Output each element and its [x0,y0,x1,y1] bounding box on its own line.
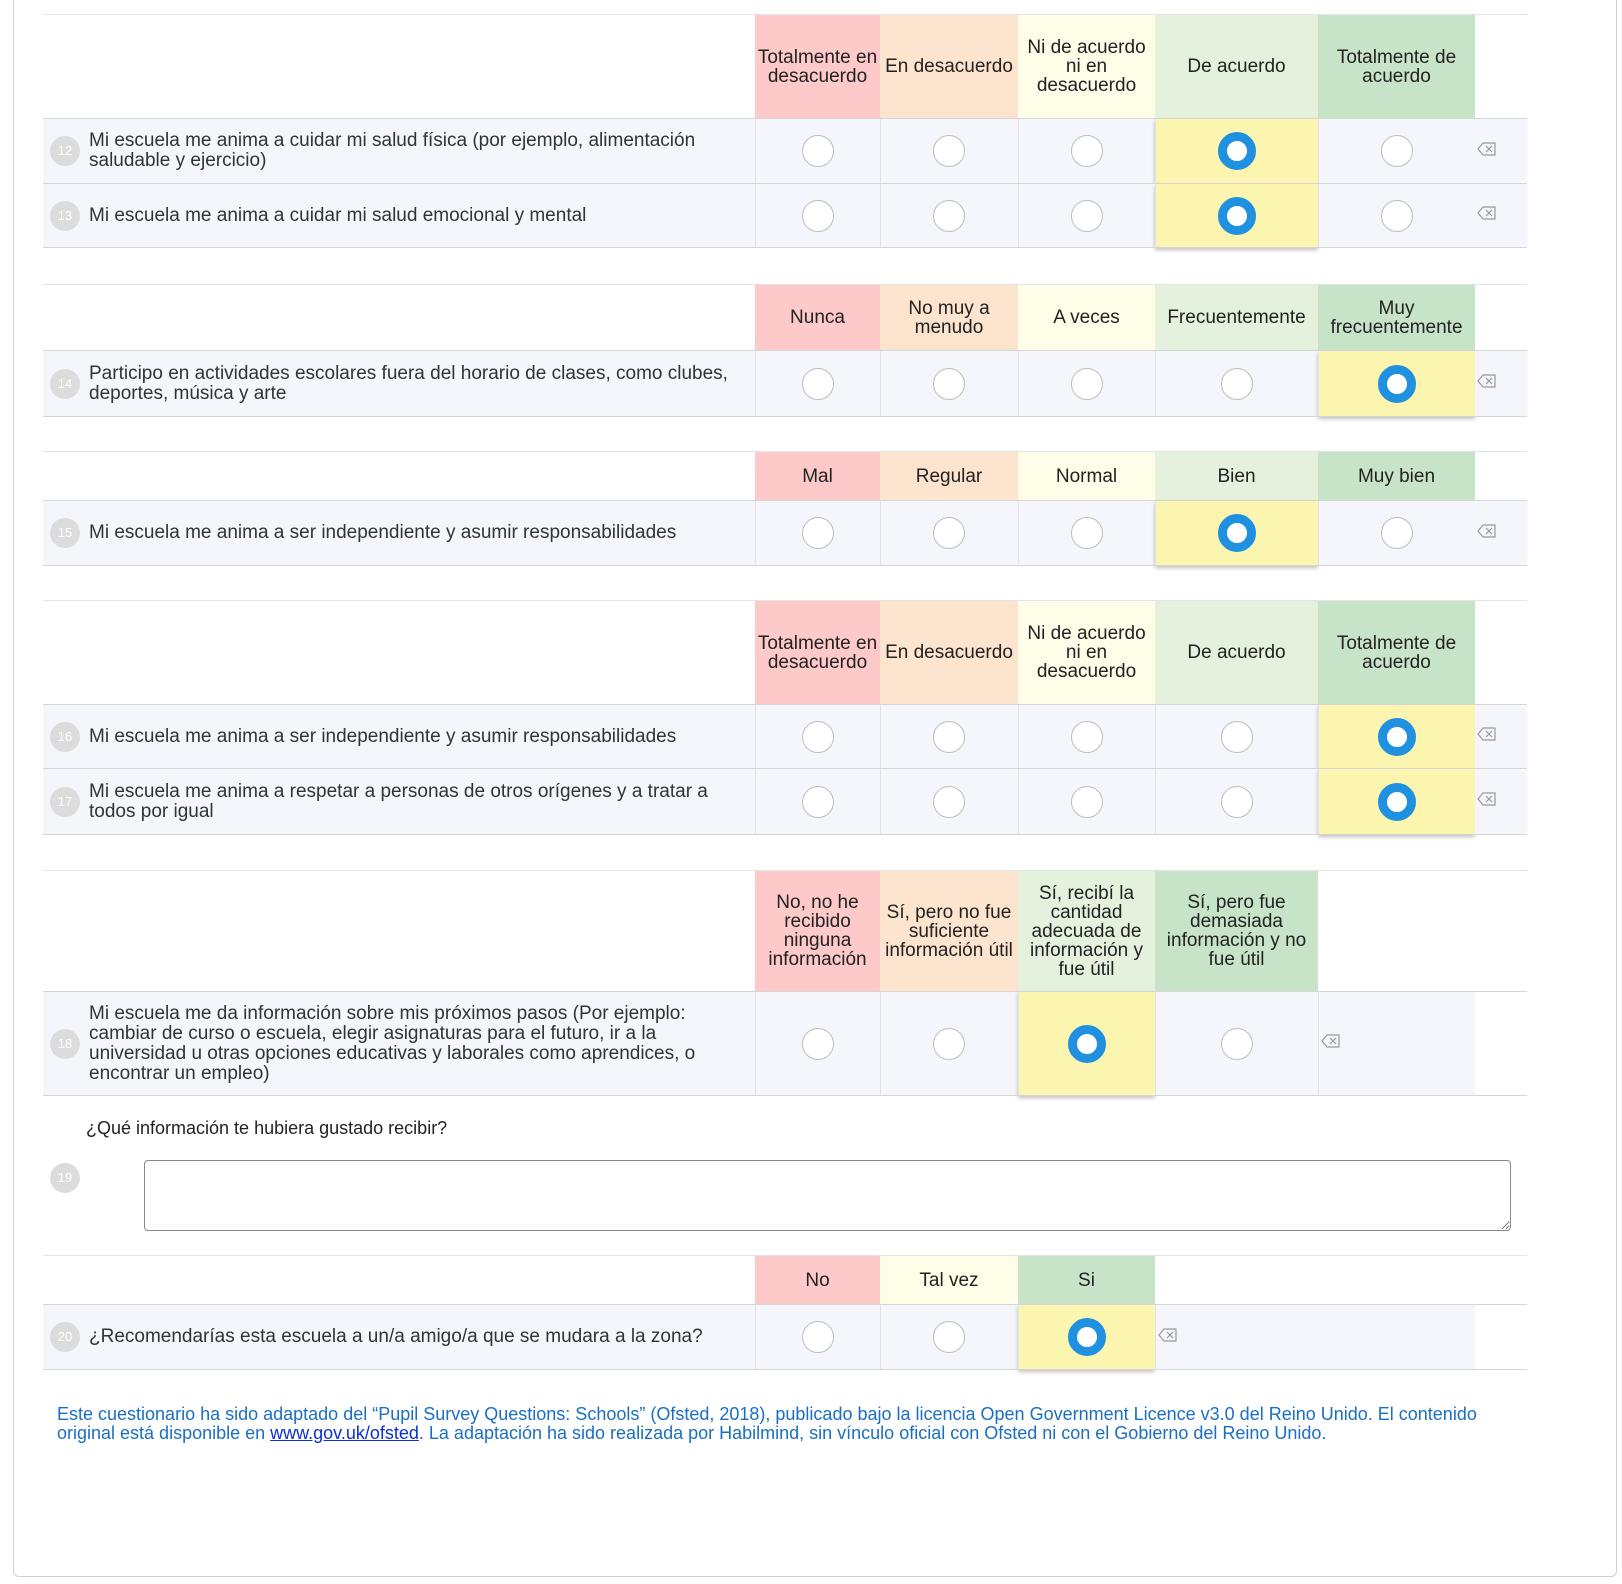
scale-option-label: Muy bien [1318,452,1475,501]
selected-option-cell[interactable] [1318,705,1475,769]
question-row-16 [43,705,1527,769]
scale-option-label: No muy a menudo [880,285,1018,351]
radio-option[interactable] [802,200,834,232]
clear-answer-icon[interactable] [1477,522,1497,544]
scale-option-label: Ni de acuerdo ni en desacuerdo [1018,15,1155,119]
radio-option[interactable] [933,368,965,400]
attribution-footer [57,1405,1527,1443]
radio-option[interactable] [1071,721,1103,753]
radio-option[interactable] [1071,786,1103,818]
scale-option-label: No, no he recibido ninguna información [755,871,880,992]
selected-option-cell[interactable] [1018,992,1155,1096]
question-text: Mi escuela me anima a ser independiente y asumir responsabilidades [89,725,677,747]
radio-option[interactable] [933,200,965,232]
question-text: ¿Recomendarías esta escuela a un/a amigo/a que se mudara a la zona? [89,1326,703,1347]
scale-header [43,871,1527,992]
scale-option-label: Regular [880,452,1018,501]
scale-header [43,601,1527,705]
question-number: 16 [50,722,80,752]
question-row-20 [43,1305,1527,1370]
scale-option-label: Totalmente en desacuerdo [755,15,880,119]
radio-option-selected[interactable] [1378,365,1416,403]
radio-option[interactable] [802,1028,834,1060]
clear-answer-icon[interactable] [1477,372,1497,394]
radio-option[interactable] [1221,368,1253,400]
clear-answer-icon[interactable] [1158,1326,1178,1348]
question-number: 17 [50,787,80,817]
radio-option[interactable] [933,1321,965,1353]
radio-option[interactable] [802,786,834,818]
radio-option[interactable] [1221,1028,1253,1060]
scale-option-label: No [755,1256,880,1305]
radio-option[interactable] [1071,368,1103,400]
scale-option-label: Nunca [755,285,880,351]
scale-option-label: Mal [755,452,880,501]
radio-option-selected[interactable] [1218,514,1256,552]
scale-option-label: Tal vez [880,1256,1018,1305]
clear-answer-icon[interactable] [1477,140,1497,162]
radio-option[interactable] [933,517,965,549]
matrix-agreement-2 [43,600,1527,835]
question-text: Mi escuela me da información sobre mis próximos pasos (Por ejemplo: cambiar de curso o escuela, elegir asignaturas para el futuro, ir a la universidad u otras opciones educativas y laborales como aprendices, o encontrar un empleo) [89,1002,696,1084]
question-row-15 [43,501,1527,566]
scale-option-label: Sí, pero no fue suficiente información útil [880,871,1018,992]
selected-option-cell[interactable] [1155,184,1318,248]
question-number: 20 [50,1322,80,1352]
scale-option-label: Normal [1018,452,1155,501]
open-answer-textarea[interactable] [144,1160,1511,1231]
ofsted-link[interactable]: www.gov.uk/ofsted [270,1423,419,1443]
radio-option-selected[interactable] [1218,132,1256,170]
radio-option[interactable] [933,721,965,753]
scale-option-label: Ni de acuerdo ni en desacuerdo [1018,601,1155,705]
question-number: 18 [50,1029,80,1059]
question-row-14 [43,351,1527,417]
radio-option-selected[interactable] [1218,197,1256,235]
radio-option[interactable] [1071,517,1103,549]
scale-option-label: En desacuerdo [880,15,1018,119]
radio-option-selected[interactable] [1068,1318,1106,1356]
radio-option[interactable] [802,368,834,400]
radio-option[interactable] [1071,135,1103,167]
clear-answer-icon[interactable] [1321,1032,1341,1054]
question-text: Participo en actividades escolares fuera del horario de clases, como clubes, deportes, música y arte [89,362,728,404]
footer-text: Este cuestionario ha sido adaptado del “Pupil Survey Questions: Schools” (Ofsted, 2018), publicado bajo la licencia Open Government Licence v3.0 del Reino Unido. El contenido original está disponible en [57,1404,1477,1443]
question-number: 19 [50,1163,80,1193]
scale-option-label: Totalmente de acuerdo [1318,15,1475,119]
question-text: Mi escuela me anima a cuidar mi salud emocional y mental [89,204,587,226]
scale-option-label: Si [1018,1256,1155,1305]
radio-option[interactable] [802,1321,834,1353]
matrix-recommend [43,1255,1527,1370]
header-blank [43,15,755,119]
radio-option[interactable] [1381,517,1413,549]
selected-option-cell[interactable] [1318,769,1475,835]
scale-header [43,15,1527,119]
question-number: 14 [50,369,80,399]
radio-option[interactable] [933,786,965,818]
radio-option[interactable] [933,1028,965,1060]
matrix-quality [43,451,1527,566]
question-row-13 [43,184,1527,248]
selected-option-cell[interactable] [1155,119,1318,184]
question-text: Mi escuela me anima a ser independiente y asumir responsabilidades [89,522,677,543]
scale-header [43,1256,1527,1305]
selected-option-cell[interactable] [1318,351,1475,417]
scale-option-label: Totalmente en desacuerdo [755,601,880,705]
radio-option[interactable] [1381,200,1413,232]
matrix-frequency [43,284,1527,417]
question-row-17 [43,769,1527,835]
radio-option[interactable] [1071,200,1103,232]
question-number: 12 [50,136,80,166]
question-number: 13 [50,201,80,231]
scale-header [43,285,1527,351]
footer-text-end: . La adaptación ha sido realizada por Habilmind, sin vínculo oficial con Ofsted ni con el Gobierno del Reino Unido. [418,1423,1327,1443]
scale-option-label: A veces [1018,285,1155,351]
scale-option-label: Sí, recibí la cantidad adecuada de información y fue útil [1018,871,1155,992]
scale-option-label: Muy frecuentemente [1318,285,1475,351]
question-text: Mi escuela me anima a cuidar mi salud física (por ejemplo, alimentación saludable y ejercicio) [89,130,696,171]
radio-option[interactable] [933,135,965,167]
radio-option-selected[interactable] [1378,783,1416,821]
selected-option-cell[interactable] [1018,1305,1155,1370]
clear-answer-icon[interactable] [1477,204,1497,226]
question-row-12 [43,119,1527,184]
scale-option-label: Frecuentemente [1155,285,1318,351]
radio-option[interactable] [802,135,834,167]
radio-option-selected[interactable] [1068,1025,1106,1063]
scale-option-label: Totalmente de acuerdo [1318,601,1475,705]
clear-answer-icon[interactable] [1477,790,1497,812]
question-row-18 [43,992,1527,1096]
matrix-information [43,870,1527,1096]
radio-option[interactable] [1381,135,1413,167]
radio-option-selected[interactable] [1378,718,1416,756]
scale-option-label: Sí, pero fue demasiada información y no fue útil [1155,871,1318,992]
radio-option[interactable] [1221,786,1253,818]
scale-option-label: Bien [1155,452,1318,501]
open-question-label: ¿Qué información te hubiera gustado recibir? [86,1118,448,1138]
selected-option-cell[interactable] [1155,501,1318,566]
radio-option[interactable] [1221,721,1253,753]
question-text: Mi escuela me anima a respetar a personas de otros orígenes y a tratar a todos por igual [89,780,708,822]
scale-option-label: De acuerdo [1155,15,1318,119]
radio-option[interactable] [802,721,834,753]
scale-option-label: De acuerdo [1155,601,1318,705]
radio-option[interactable] [802,517,834,549]
clear-answer-icon[interactable] [1477,725,1497,747]
scale-option-label: En desacuerdo [880,601,1018,705]
scale-header [43,452,1527,501]
matrix-agreement-1 [43,14,1527,248]
question-number: 15 [50,518,80,548]
